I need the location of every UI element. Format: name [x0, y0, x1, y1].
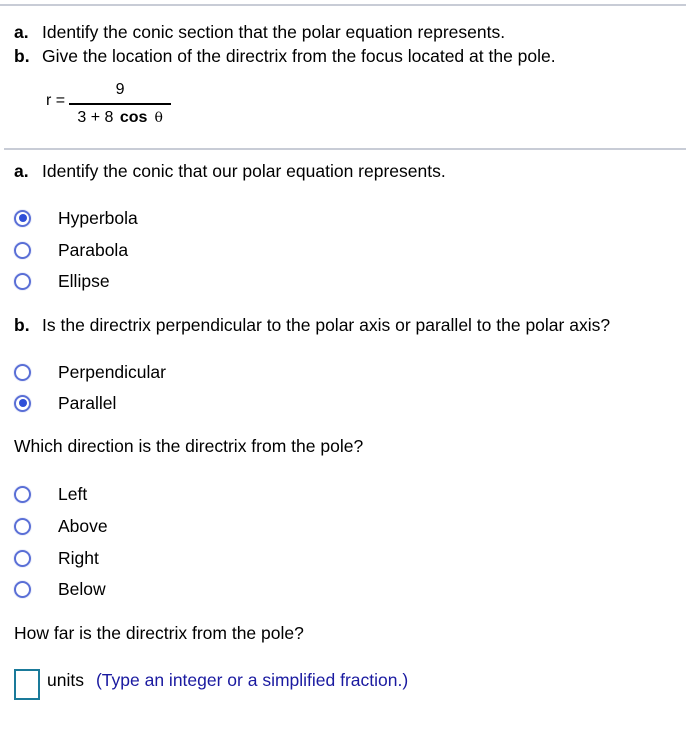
polar-equation	[46, 80, 171, 128]
section-divider	[4, 148, 686, 150]
option-label: Ellipse	[58, 270, 110, 291]
input-hint: (Type an integer or a simplified fraction.)	[95, 669, 409, 690]
distance-answer-row	[14, 668, 408, 700]
option-parabola[interactable]	[14, 239, 129, 261]
radio-left[interactable]	[14, 486, 31, 503]
option-left[interactable]	[14, 483, 88, 505]
distance-prompt: How far is the directrix from the pole?	[14, 623, 304, 643]
option-label: Below	[58, 578, 106, 599]
option-label: Hyperbola	[58, 207, 138, 228]
option-below[interactable]	[14, 578, 106, 600]
question-b-text: Is the directrix perpendicular to the polar axis or parallel to the polar axis?	[42, 315, 611, 335]
option-above[interactable]	[14, 515, 108, 537]
question-a-prompt	[14, 160, 446, 182]
radio-right[interactable]	[14, 550, 31, 567]
question-a-text: Identify the conic that our polar equation represents.	[42, 161, 446, 181]
question-a-prefix: a.	[14, 161, 29, 181]
option-label: Right	[58, 547, 99, 568]
equation-lhs: r =	[46, 92, 66, 109]
denominator-func: cos	[119, 109, 148, 126]
option-perpendicular[interactable]	[14, 361, 166, 383]
radio-parabola[interactable]	[14, 242, 31, 259]
theta-symbol: θ	[154, 110, 163, 126]
part-a-text: Identify the conic section that the polar equation represents.	[42, 22, 506, 42]
problem-part-a	[14, 21, 505, 43]
radio-below[interactable]	[14, 581, 31, 598]
radio-above[interactable]	[14, 518, 31, 535]
option-parallel[interactable]	[14, 392, 117, 414]
option-hyperbola[interactable]	[14, 207, 138, 229]
option-label: Parabola	[58, 239, 129, 260]
option-label: Perpendicular	[58, 361, 166, 382]
question-b-prefix: b.	[14, 315, 30, 335]
question-b-prompt	[14, 314, 610, 336]
part-b-prefix: b.	[14, 46, 30, 66]
radio-parallel[interactable]	[14, 395, 31, 412]
radio-hyperbola[interactable]	[14, 210, 31, 227]
direction-prompt: Which direction is the directrix from the pole?	[14, 436, 364, 456]
option-label: Parallel	[58, 392, 117, 413]
distance-input[interactable]	[14, 669, 40, 700]
option-ellipse[interactable]	[14, 270, 110, 292]
part-a-prefix: a.	[14, 22, 29, 42]
top-rule	[0, 4, 686, 6]
option-label: Left	[58, 483, 88, 504]
problem-part-b	[14, 45, 556, 67]
units-label: units	[47, 669, 84, 690]
denominator-const: 3 + 8	[77, 109, 114, 126]
part-b-text: Give the location of the directrix from the focus located at the pole.	[42, 46, 556, 66]
radio-ellipse[interactable]	[14, 273, 31, 290]
radio-perpendicular[interactable]	[14, 364, 31, 381]
option-label: Above	[58, 515, 108, 536]
equation-denominator	[77, 105, 163, 128]
equation-numerator: 9	[115, 81, 125, 98]
equation-fraction	[69, 80, 171, 128]
option-right[interactable]	[14, 547, 99, 569]
